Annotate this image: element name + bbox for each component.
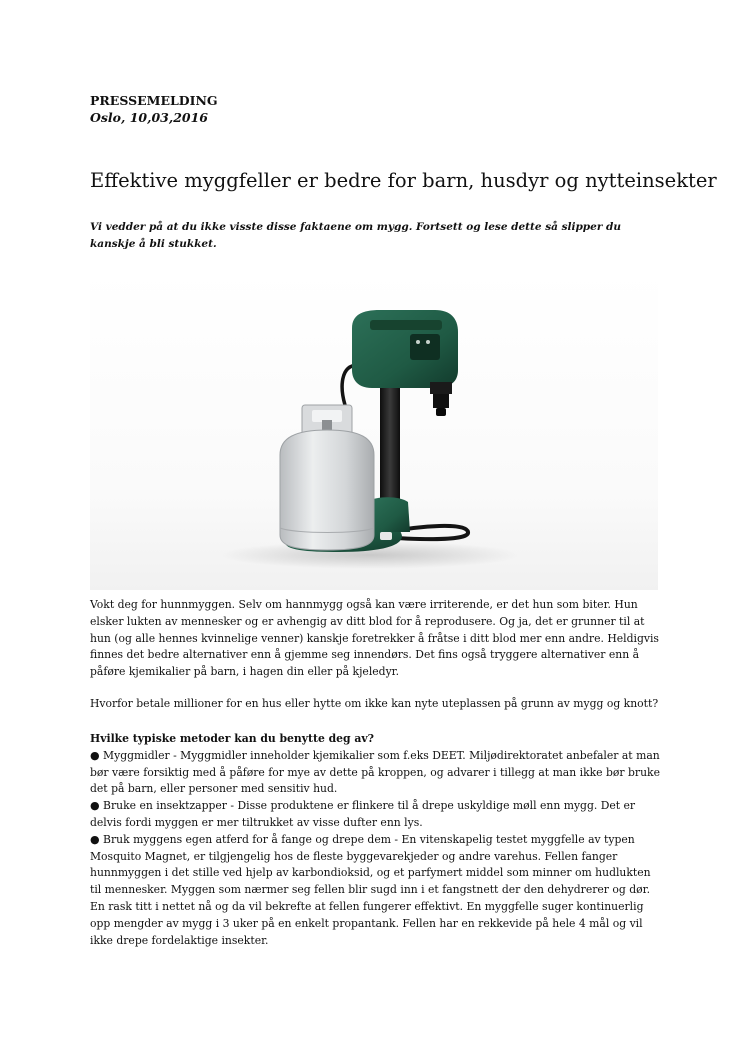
product-image [90,270,658,590]
bullet-icon: ● [90,748,100,762]
list-item-text: Myggmidler - Myggmidler inneholder kjemikalier som f.eks DEET. Miljødirektoratet anbefaler at man bør være forsiktig med å påføre for mye av dette på kroppen, og advarer i tillegg at man ikke bør bruke det på barn, eller personer med sensitiv hud. [90,748,660,796]
bullet-icon: ● [90,799,100,813]
trap-nozzle [430,382,452,394]
list-item [90,798,662,832]
list-item-text: Bruke en insektzapper - Disse produktene er flinkere til å drepe uskyldige møll enn mygg. Det er delvis fordi myggen er mer tiltrukket av visse dufter enn lys. [90,799,636,829]
trap-nozzle-end [436,408,446,416]
indicator-light [416,340,420,344]
control-panel [410,334,440,360]
bullet-icon: ● [90,832,100,846]
methods-section [90,731,662,949]
list-item [90,832,662,950]
indicator-light [426,340,430,344]
body-paragraph: Vokt deg for hunnmyggen. Selv om hannmygg også kan være irriterende, er det hun som biter. Hun elsker lukten av mennesker og er avhengig av ditt blod for å reprodusere. Og ja, det er grunner til at hun (og alle hennes kvinnelige venner) kanskje foretrekker å fråtse i ditt blod mer enn andre. Heldigvis finnes det bedre alternativer enn å gjemme seg innendørs. Det fins også tryggere alternativer enn å påføre kjemikalier på barn, i hagen din eller på kjeledyr. [90,598,659,679]
list-item [90,748,662,798]
base-clip [380,532,392,540]
mosquito-trap-illustration [90,270,658,590]
methods-heading: Hvilke typiske metoder kan du benytte deg av? [90,732,374,745]
body-paragraph: Hvorfor betale millioner for en hus eller hytte om ikke kan nyte uteplassen på grunn av mygg og knott? [90,697,659,710]
article-title: Effektive myggfeller er bedre for barn, husdyr og nytteinsekter [90,169,717,192]
dateline: Oslo, 10,03,2016 [90,110,208,125]
pole-foot [370,497,410,532]
press-release-label: PRESSEMELDING [90,93,218,108]
trap-nozzle-tip [433,394,449,408]
list-item-text: Bruk myggens egen atferd for å fange og drepe dem - En vitenskapelig testet myggfelle av typen Mosquito Magnet, er tilgjengelig hos de fleste byggevarekjeder og andre varehus. Fellen fanger hunnmyggen i det stille ved hjelp av karbondioksid, og et parfymert middel som minner om hudlukten til mennesker. Myggen som nærmer seg fellen blir sugd inn i et fangstnett der den dehydrerer og dør. En rask titt i nettet nå og da vil bekrefte at fellen fungerer effektivt. En myggfelle suger kontinuerlig opp mengder av mygg i 3 uker på en enkelt propantank. Fellen har en rekkevide på hele 4 mål og vil ikke drepe fordelaktige insekter. [90,832,651,947]
trap-vent [370,320,442,330]
lead-paragraph: Vi vedder på at du ikke visste disse faktaene om mygg. Fortsett og lese dette så slipper du kanskje å bli stukket. [90,221,621,250]
